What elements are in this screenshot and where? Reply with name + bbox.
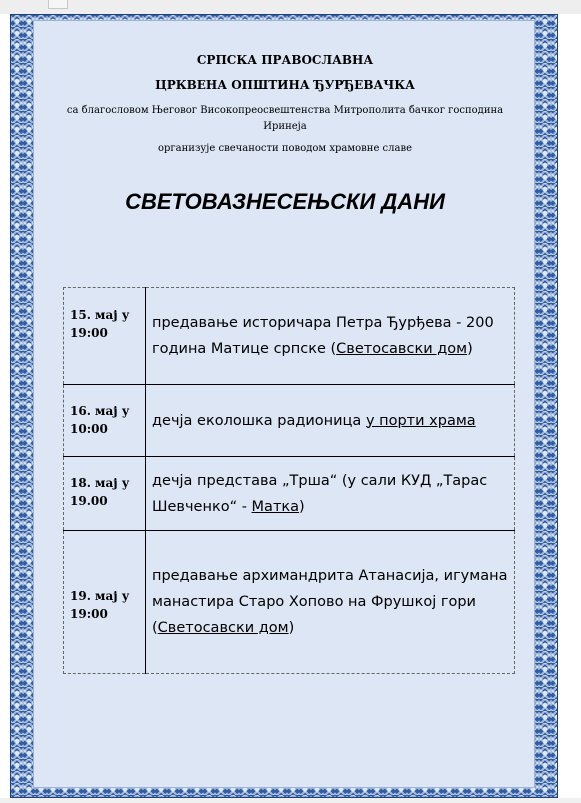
event-place: Светосавски дом xyxy=(336,341,468,357)
header-organizes: организује свечаности поводом храмовне славе xyxy=(158,143,412,154)
event-place: Светосавски дом xyxy=(157,620,289,636)
event-date xyxy=(64,457,146,531)
decorative-border xyxy=(10,14,558,798)
table-row xyxy=(64,385,515,457)
event-place: у порти храма xyxy=(365,412,476,429)
bottom-page-strip xyxy=(0,798,581,803)
event-desc-end: ) xyxy=(299,498,305,515)
event-desc-text: предавање архимандрита Атанасија, игумана манастира Старо Хопово на Фрушкој гори ( xyxy=(152,568,508,636)
event-desc-end: ) xyxy=(288,620,295,636)
header-line-1: СРПСКА ПРАВОСЛАВНА xyxy=(196,53,374,67)
event-desc-end: ) xyxy=(467,341,473,357)
document-page xyxy=(33,20,535,788)
event-date-time: 19.00 xyxy=(70,494,108,508)
event-date xyxy=(64,288,146,385)
table-row xyxy=(64,288,515,385)
event-date xyxy=(64,385,146,457)
event-date-day: 15. мај у xyxy=(70,308,130,322)
event-description xyxy=(146,288,515,385)
event-description xyxy=(146,385,515,457)
event-date-time: 19:00 xyxy=(70,607,108,621)
event-description xyxy=(146,531,515,674)
table-row xyxy=(64,531,515,674)
event-date xyxy=(64,531,146,674)
event-date-day: 19. мај у xyxy=(70,589,130,603)
event-description xyxy=(146,457,515,531)
events-table xyxy=(63,287,515,674)
header-line-2: ЦРКВЕНА ОПШТИНА ЂУРЂЕВАЧКА xyxy=(155,78,415,92)
event-date-time: 10:00 xyxy=(70,422,108,436)
event-desc-text: дечја еколошка радионица xyxy=(152,412,366,429)
event-desc-text: предавање историчара Петра Ђурђева - 200 година Матице српске ( xyxy=(152,315,494,357)
event-date-day: 18. мај у xyxy=(70,476,130,490)
event-date-day: 16. мај у xyxy=(70,404,130,418)
event-place: Матка xyxy=(251,498,300,515)
page-title: СВЕТОВАЗНЕСЕЊСКИ ДАНИ xyxy=(125,189,445,214)
event-date-time: 19:00 xyxy=(70,326,108,340)
page-marker xyxy=(48,0,68,9)
event-desc-text: дечја представа „Трша“ (у сали КУД „Тарас Шевченко“ - xyxy=(152,472,488,515)
table-row xyxy=(64,457,515,531)
top-page-strip xyxy=(0,0,581,14)
header-blessing: са благословом Његовог Високопреосвештенства Митрополита бачког господина Иринеја xyxy=(66,105,504,132)
